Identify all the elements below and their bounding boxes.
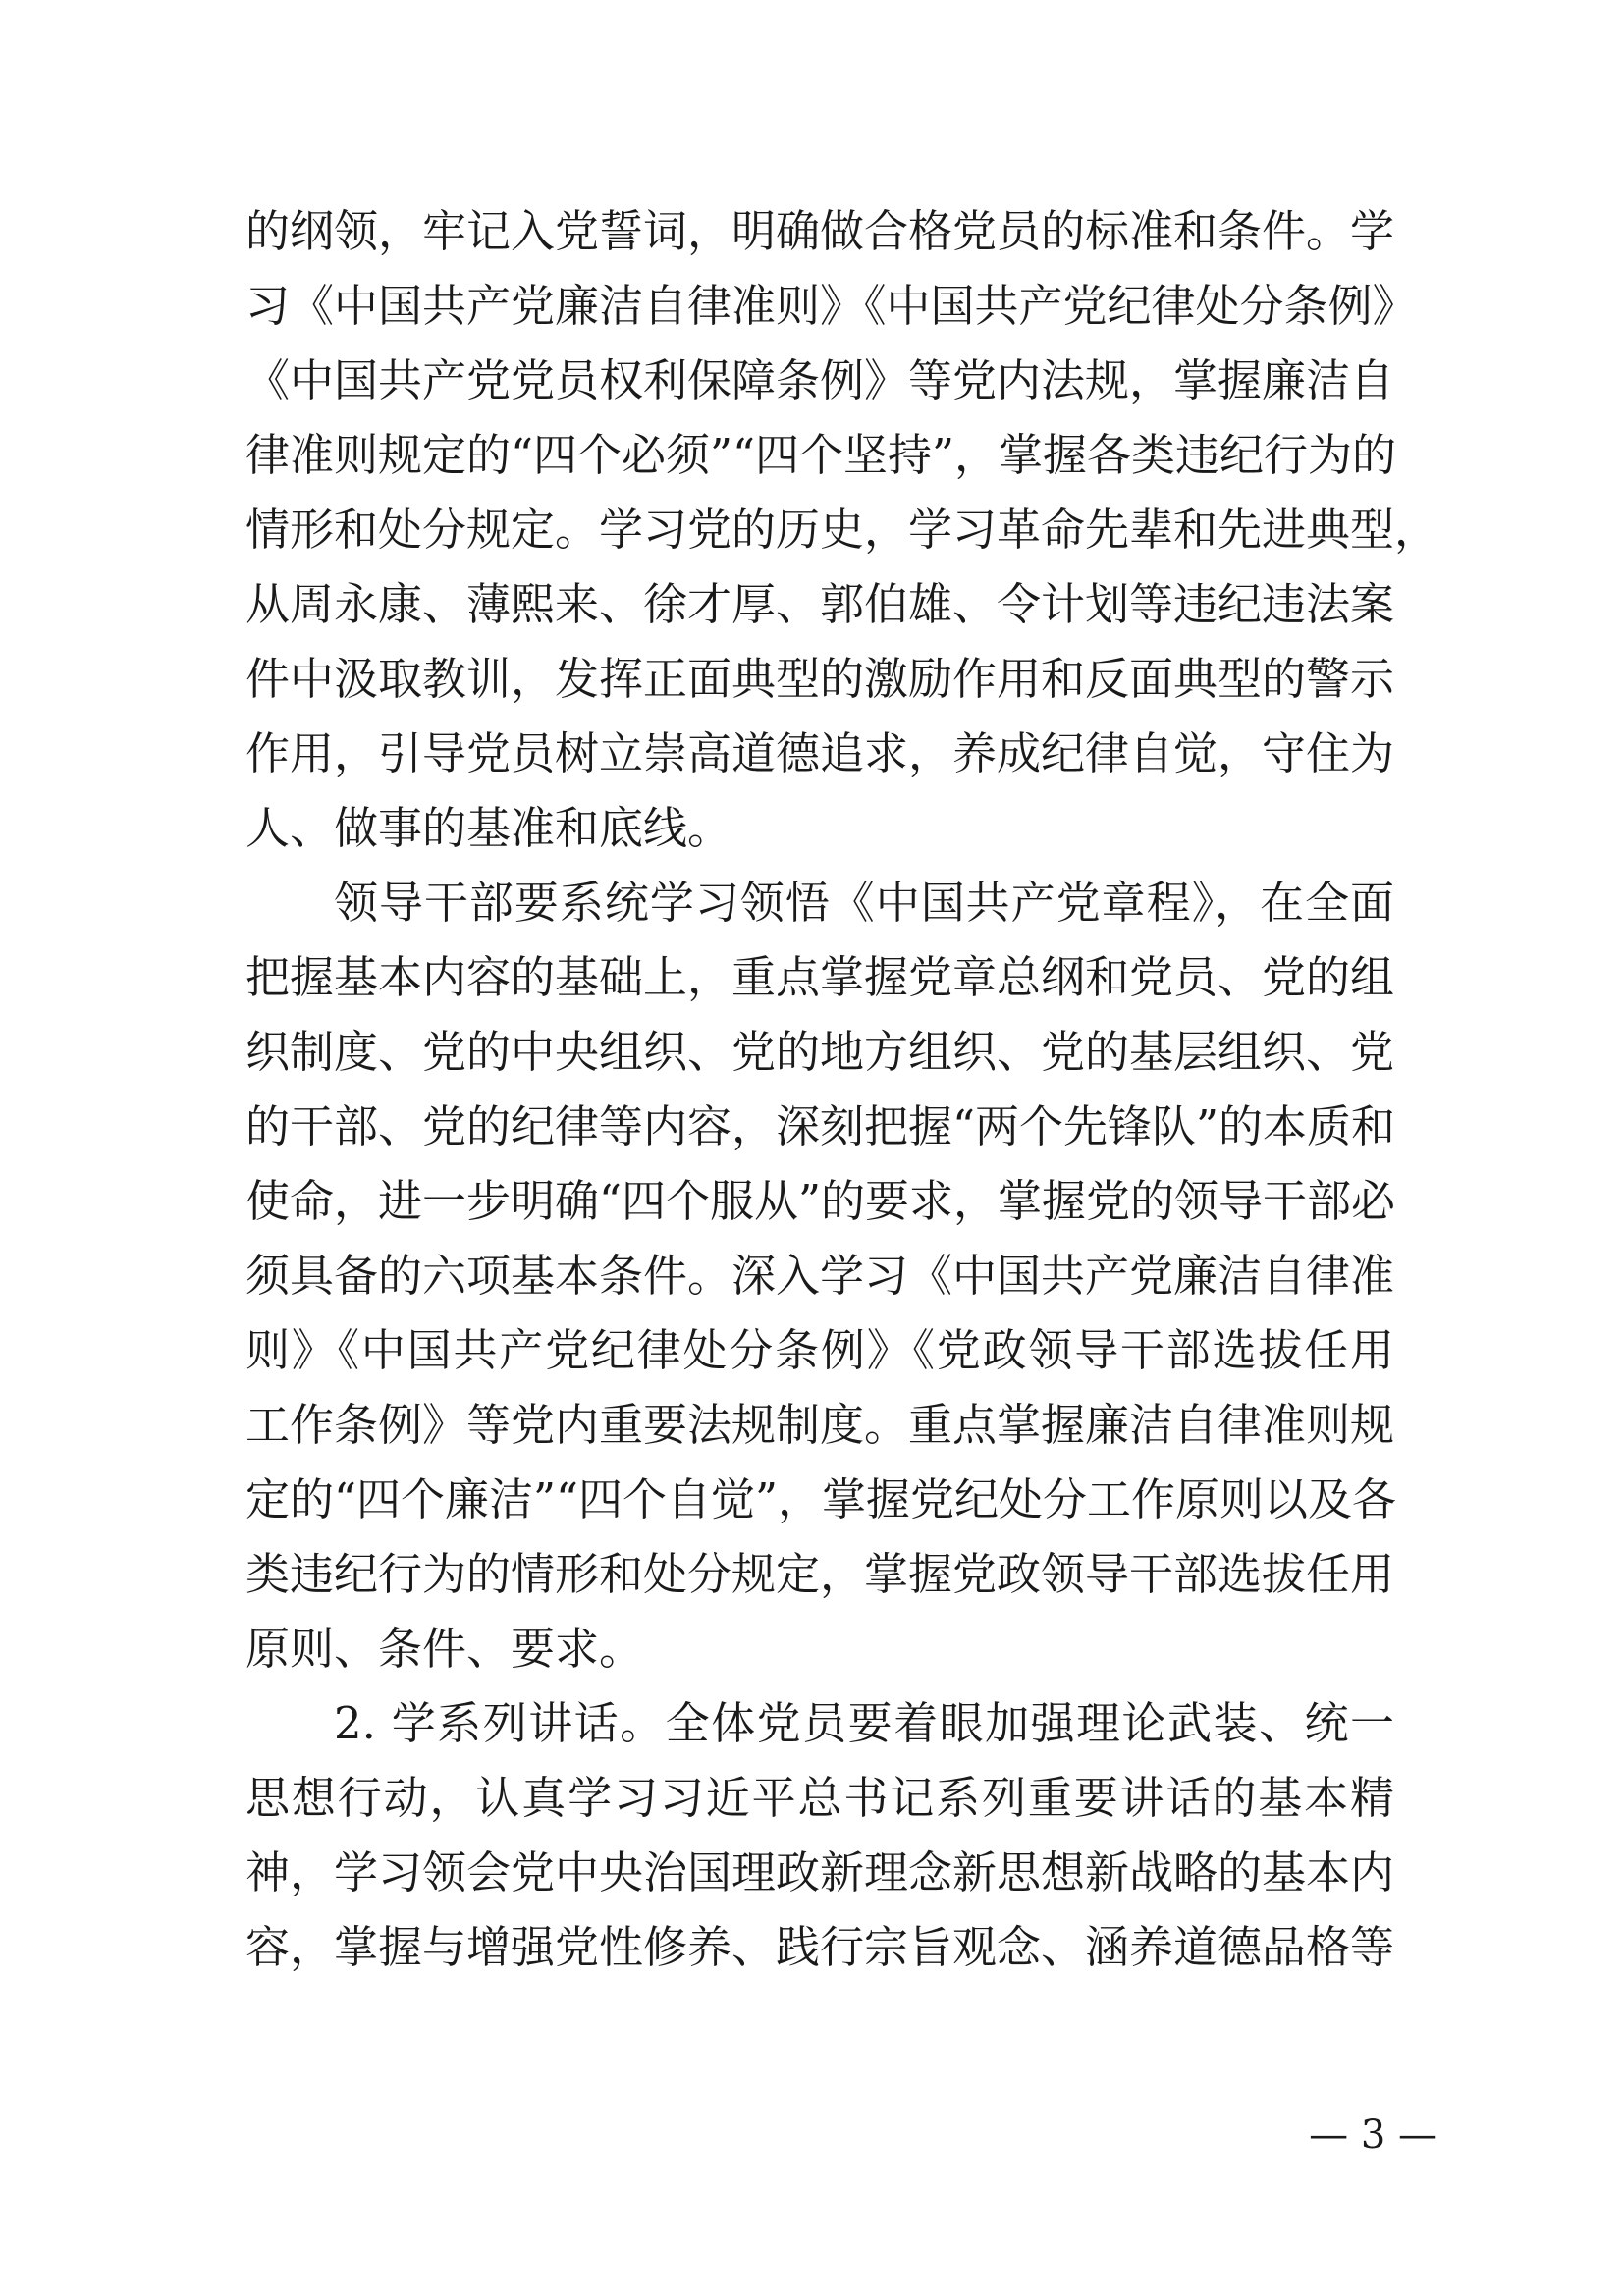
body-text-line: 人、做事的基准和底线。	[245, 802, 732, 854]
body-text-line: 类违纪行为的情形和处分规定，掌握党政领导干部选拔任用	[245, 1548, 1395, 1600]
body-text-line: 的纲领，牢记入党誓词，明确做合格党员的标准和条件。学	[245, 205, 1395, 257]
body-text-line: 原则、条件、要求。	[245, 1623, 644, 1675]
paragraph-first-line: 2. 学系列讲话。全体党员要着眼加强理论武装、统一	[334, 1697, 1394, 1749]
body-text-line: 从周永康、薄熙来、徐才厚、郭伯雄、令计划等违纪违法案	[245, 578, 1395, 630]
body-text-line: 把握基本内容的基础上，重点掌握党章总纲和党员、党的组	[245, 951, 1395, 1003]
body-text-line: 件中汲取教训，发挥正面典型的激励作用和反面典型的警示	[245, 653, 1395, 705]
body-text-line: 须具备的六项基本条件。深入学习《中国共产党廉洁自律准	[245, 1250, 1395, 1302]
body-text-line: 神，学习领会党中央治国理政新理念新思想新战略的基本内	[245, 1846, 1395, 1898]
body-text-line: 容，掌握与增强党性修养、践行宗旨观念、涵养道德品格等	[245, 1921, 1395, 1973]
body-text-line: 律准则规定的“四个必须”“四个坚持”，掌握各类违纪行为的	[245, 429, 1397, 481]
body-text-line: 作用，引导党员树立崇高道德追求，养成纪律自觉，守住为	[245, 727, 1395, 779]
body-text-line: 情形和处分规定。学习党的历史，学习革命先辈和先进典型，	[245, 504, 1439, 556]
body-text-line: 织制度、党的中央组织、党的地方组织、党的基层组织、党	[245, 1026, 1395, 1078]
body-text-line: 习《中国共产党廉洁自律准则》《中国共产党纪律处分条例》	[245, 280, 1417, 332]
page-number: — 3 —	[1309, 2112, 1437, 2158]
body-text-line: 思想行动，认真学习习近平总书记系列重要讲话的基本精	[245, 1772, 1394, 1824]
body-text-line: 则》《中国共产党纪律处分条例》《党政领导干部选拔任用	[245, 1324, 1394, 1376]
body-text-line: 的干部、党的纪律等内容，深刻把握“两个先锋队”的本质和	[245, 1100, 1396, 1152]
body-text-line: 定的“四个廉洁”“四个自觉”，掌握党纪处分工作原则以及各	[245, 1473, 1397, 1525]
body-text-line: 《中国共产党党员权利保障条例》等党内法规，掌握廉洁自	[245, 354, 1395, 406]
body-text-line: 使命，进一步明确“四个服从”的要求，掌握党的领导干部必	[245, 1175, 1396, 1227]
paragraph-first-line: 领导干部要系统学习领悟《中国共产党章程》，在全面	[334, 877, 1394, 929]
body-text-line: 工作条例》等党内重要法规制度。重点掌握廉洁自律准则规	[245, 1399, 1395, 1451]
